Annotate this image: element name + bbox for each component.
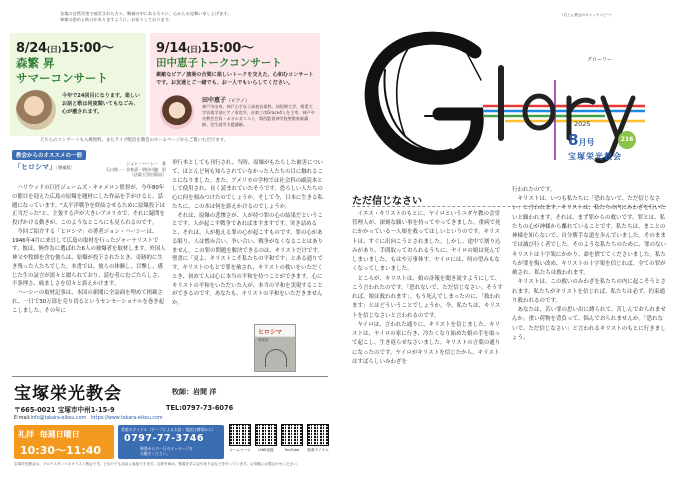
service-banner [14,425,114,459]
concert-1-photo [16,90,56,130]
concert-2-title: 田中恵子トークコンサート [156,57,282,69]
church-contact: E-mail:info@takara-eikou.com https://www.takara-eikou.com [14,416,163,421]
dome-illustration [265,349,287,367]
qr-bible-dial[interactable] [307,424,329,446]
concert-2-date: 9/14(日)15:00〜 [156,41,254,56]
website-link[interactable]: https://www.takara-eikou.com [90,416,163,421]
church-tel: TEL:0797-73-6076 [166,404,234,412]
hope-dial [118,425,224,459]
book-cover-title: ヒロシマ [258,329,283,336]
church-name: 宝塚栄光教会 [14,384,122,404]
book-review-col-2: 単行本としても刊行され、当時、原爆がもたらした被害について、ほとんど何も知らされていなかった人たちの目に触れることになりました。また、アメリカの学校では社会科の副読本として使用され、長く読まれていたそうです。恐ろしい人たちの心に何を刻みつけたのでしょうか。そして今、日本に生きる私たちに、この本は何を訴えかけるのでしょうか。 それは、原爆の悲惨さが、人が持つ罪の心の結果だということです。人が起こす戦争であればますますです。突き詰めると、それは、人が抱える罪の心が起こすものです。罪の心がある限り、人は憎み合い、争い合い、戦争がなくなることはありません。この罪の問題を解決できるのは、キリストだけです。聖書に「見よ、キリストこそ私たちの平和です」とある通りです。キリストのもとで罪を赦され、キリストの救いをいただくとき、初めて人は心に本当の平和を持つことができます。心にキリストの平和をいただいた人が、本当の平和を実現することができるのです。あなたも、キリストの平和をいただきませんか。 [172,160,324,306]
issue-number: 216 [618,131,636,149]
concert-2-name: 田中恵子（ピアノ） [202,97,250,104]
book-authors: ジョン・ハーシー 著 石川欣一・谷本清・明田川融 訳 （法政大学出版局） [106,161,166,178]
logo-ruby: グローリー [587,57,613,63]
church-address: 〒665-0021 宝塚市中州1-15-9 [14,406,115,414]
concert-2-profile: 神戸市出身。神戸山手女子高校音楽科、同短期大学、相愛大学音楽学部ピアノ専攻卒。音楽工房Grace4人を主宰。神戸中央教会会員・ポオルガニスト、関西監督神学校聖歌奏楽講師。堂生就労支援講師。 [202,104,315,128]
qr-homepage[interactable] [229,424,251,446]
concert-1-date: 8/24(日)15:00〜 [16,41,114,56]
article-title: ただ信じなさい [352,196,422,207]
qr-youtube[interactable] [281,424,303,446]
book-title: 「ヒロシマ」［増補版］ [14,163,75,171]
qr-label-line: LINE登録 [258,448,274,452]
pastor: 牧師：岩間 洋 [172,388,217,396]
concert-2-photo [160,95,194,129]
concert-1-box [10,33,146,136]
service-label: 礼拝 毎週日曜日 [18,430,80,439]
qr-label-homepage: ホームページ [229,448,251,452]
masthead-tagline: （右上に教会のキャッチコピー） [560,13,614,17]
hope-label: 希望のダイヤル（テープによるお話・電話は携帯から） [121,427,216,432]
church-divider [12,376,328,377]
qr-label-bible-dial: 聖書ダイヤル [307,448,329,452]
concert-1-title: サマーコンサート [16,71,108,85]
book-cover [254,324,296,372]
concert-2-box [150,33,320,136]
book-section-header: 教会からのオススメの一冊 [12,150,86,160]
concert-2-desc: 素敵なピアノ演奏の合間に楽しいトークを交えた、心和むコンサートです。お友達とご一緒でも、お一人でもいらしてください。 [156,72,314,86]
issue-year: 2025 [574,120,591,128]
qr-line[interactable] [255,424,277,446]
top-note: 各地の自然災害で被災された方々、戦禍の中にある方々に、心からお見舞い申し上げます。 神様の慰めと助けがありますように、お祈りしております。 [60,11,232,23]
book-review-col-1: ハリウッドの巨匠ジェームズ・キャメロン監督が、今年80年の節目を迎えた広島の原爆を題材にした作品を手がけると、話題になっています。"太平洋戦争を終結させるために原爆投下は正当だった"と、主張する声が大きいアメリカで、それに疑問を投げかける動きが、このようなところにも見られるのです。 今回ご紹介する「ヒロシマ」の著者ジョン・ハーシーは、1946年4月に来日して広島の取材を行ったジャーナリストです。彼は、無作為に選ばれた6人の被爆者を取材します。外国人神父や牧師を含む彼らは、原爆が投下されたとき、奇跡的に生き残った人たちでした。本書では、彼らの体験し、目撃し、感じた生の証言が淡々と綴られており、読む者にむごたらしさ、不条理さ、痛ましさを切々と訴えかけます。 ハーシーの取材記事は、本国の新聞に全誌面を埋めて掲載され、一日で30万部を売り切るというセンセーショナルを巻き起こしました。その年に [12,185,166,314]
concert-note: どちらのコンサートも入場無料。またライブ配信を教会のホームページからご覧いただけます。 [40,138,229,143]
footer-note: 宝塚栄光教会は、プロテスタントのキリスト教会です。どなたでも自由に参加できます。礼拝を始め、聖書を学ぶ会や祈り会などを行っています。お気軽にお問合わせください。 [14,462,301,466]
hope-tel: 0797-77-3746 [124,433,204,444]
qr-label-youtube: YouTube [284,448,300,452]
article-col-b: 行われたのです。 キリストは、いつも私たちに「恐れないで、ただ信じなさい」と言われます。キリストは、私たちの内にみわざを行いたいと願われます。それは、まず罪からの救いです。罪とは、私たちの心が神様から離れていることです。私たちは、まことの神様を知らないで、自分勝手な道を歩んでいました。そのままでは滅び行く者でした。そのような私たちのために、罪のないキリストは十字架にかかり、命を捨ててくださいました。私たちが罪を悔い改め、キリストの十字架を信じれば、全ての罪が赦され、私たちは救われます。 キリストは、この救いのみわざを私たちの内に起こそうとされます。私たちがキリストを信じれば、私たちは必ず、約束通り救われるのです。 あなたは、苦い罪の思い出に縛られて、苦しんでおられませんか。重い荷物を背負って、悩んでおられませんか。「恐れないで、ただ信じなさい」と言われるキリストのもとに行きましょう。 [512,187,667,341]
issue-month: 8月号 [568,131,595,149]
concert-1-performer: 森繁 昇 [16,56,55,70]
article-col-a: イエス・キリストのもとに、ヤイロというユダヤ教の会堂管理人が、深刻な願い事を持ってやってきました。重病で死にかかっている一人娘を救ってほしいというのです。キリストは、すぐに出向こうとされました。しかし、途中で割り込みがあり、手間取っておられるうちに、ヤイロの娘は死んでしまいました。もはや万事休す。ヤイロには、何の望みもなくなってしまいました。 ところが、キリストは、娘の訃報を聞き流すようにして、こう言われたのです。「恐れないで、ただ信じなさい。そうすれば、娘は救われます」。もう死んでしまったのに、「救われます」とはどういうことでしょうか。今、私たちは、キリストを信じなさいと言われるのです。 ヤイロは、言われた通りに、キリストを信じました。キリストは、ヤイロの家に行き、冷たくなり始めた娘の手を取って起こし、生き返らせなさいました。キリストの言葉の通りになったのです。ヤイロがキリストを信じたから、キリストはすばらしいみわざを [352,211,503,365]
hope-note: 聖書からの一日のメッセージを お聴きください。 [140,446,193,457]
email-link[interactable]: info@takara-eikou.com [30,416,87,421]
service-time: 10:30〜11:40 [20,444,102,457]
book-cover-sub: 増補版 [258,338,269,342]
masthead-org: 宝塚栄光教会 [568,152,622,161]
concert-1-desc: 今年で24回目になります。楽しいお話と歌は何度聞いてもなごみ、心が癒されます。 [62,93,140,115]
